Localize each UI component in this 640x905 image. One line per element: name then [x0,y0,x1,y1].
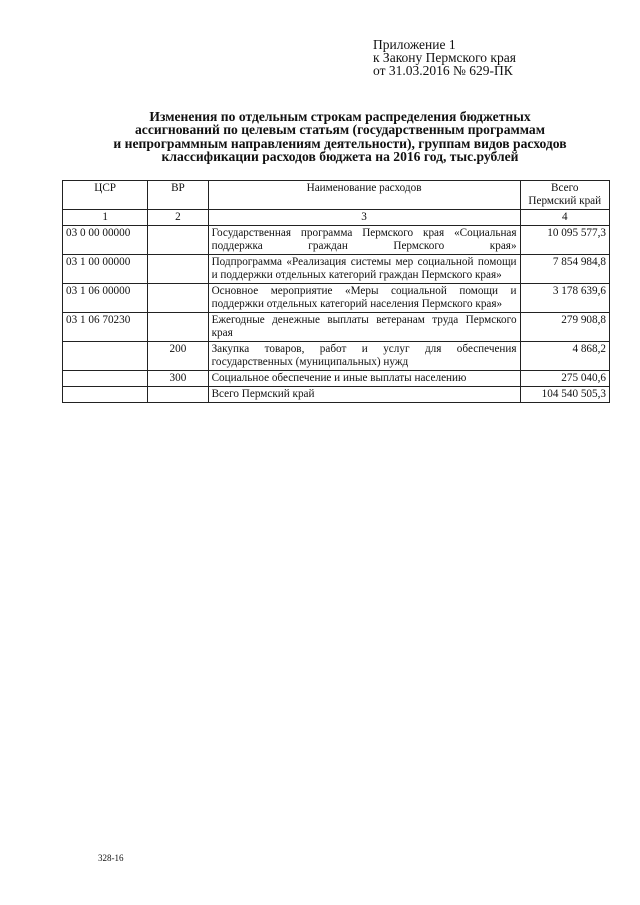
cell-name: Социальное обеспечение и иные выплаты населению [208,371,520,387]
title-line-3: и непрограммным направлениям деятельности), группам видов расходов [113,135,567,151]
cell-name: Основное мероприятие «Меры социальной помощи и поддержки отдельных категорий населения Пермского края» [208,284,520,313]
cell-vr [148,255,208,284]
cell-csr: 03 1 00 00000 [63,255,148,284]
column-number: 2 [148,210,208,226]
title-line-1: Изменения по отдельным строкам распределения бюджетных [149,109,531,124]
column-number: 4 [520,210,609,226]
header-csr: ЦСР [63,181,148,210]
table-header-row [63,181,610,210]
title-line-2: ассигнований по целевым статьям (государственным программам [135,122,545,138]
cell-csr: 03 1 06 00000 [63,284,148,313]
cell-total: 7 854 984,8 [520,255,609,284]
column-number-row [63,210,610,226]
cell-csr [63,342,148,371]
table-row [63,226,610,255]
cell-name: Закупка товаров, работ и услуг для обеспечения государственных (муниципальных) нужд [208,342,520,371]
cell-total: 279 908,8 [520,313,609,342]
cell-total: 104 540 505,3 [520,387,609,403]
cell-name: Ежегодные денежные выплаты ветеранам труда Пермского края [208,313,520,342]
table-row-total [63,387,610,403]
document-title [60,110,620,163]
cell-vr: 200 [148,342,208,371]
cell-name: Всего Пермский край [208,387,520,403]
table-row [63,342,610,371]
cell-vr [148,284,208,313]
budget-table [62,180,610,403]
title-line-4: классификации расходов бюджета на 2016 год, тыс.рублей [161,148,519,164]
cell-name: Государственная программа Пермского края «Социальная поддержка граждан Пермского края» [208,226,520,255]
cell-csr [63,371,148,387]
appendix-line-2: к Закону Пермского края [373,50,516,65]
cell-vr [148,313,208,342]
cell-vr: 300 [148,371,208,387]
cell-total: 3 178 639,6 [520,284,609,313]
appendix-line-3: от 31.03.2016 № 629-ПК [373,63,513,78]
cell-csr: 03 0 00 00000 [63,226,148,255]
table-row [63,255,610,284]
cell-total: 275 040,6 [520,371,609,387]
header-total-line-1: Всего [551,182,579,194]
cell-vr [148,226,208,255]
header-name: Наименование расходов [208,181,520,210]
cell-total: 4 868,2 [520,342,609,371]
cell-vr [148,387,208,403]
cell-total: 10 095 577,3 [520,226,609,255]
cell-csr: 03 1 06 70230 [63,313,148,342]
table-row [63,371,610,387]
header-vr: ВР [148,181,208,210]
header-total-line-2: Пермский край [528,195,602,207]
column-number: 1 [63,210,148,226]
appendix-header [373,38,516,77]
document-code: 328-16 [98,853,124,863]
header-total [520,181,609,210]
table-row [63,313,610,342]
table-row [63,284,610,313]
cell-csr [63,387,148,403]
appendix-line-1: Приложение 1 [373,37,456,52]
cell-name: Подпрограмма «Реализация системы мер социальной помощи и поддержки отдельных категорий граждан Пермского края» [208,255,520,284]
column-number: 3 [208,210,520,226]
